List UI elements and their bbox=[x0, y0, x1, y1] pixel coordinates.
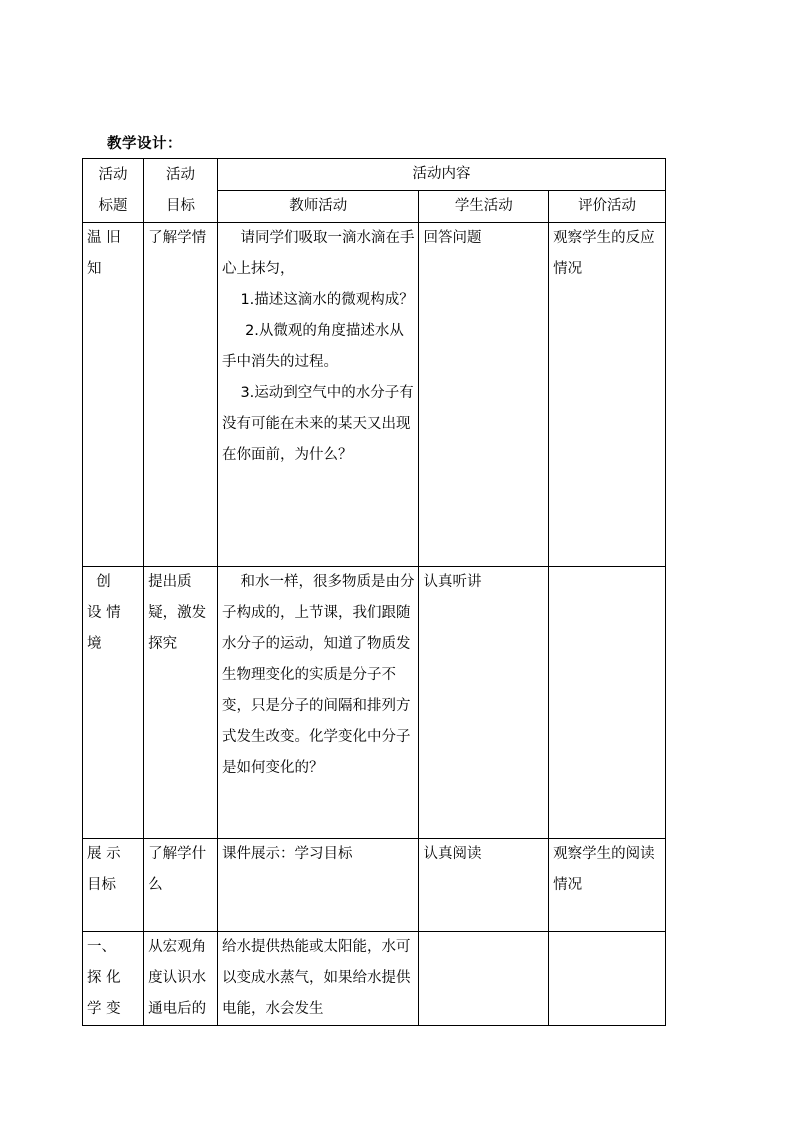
row-student-activity: 认真听讲 bbox=[419, 567, 549, 839]
row-student-activity: 回答问题 bbox=[419, 223, 549, 567]
row-student-activity bbox=[419, 932, 549, 1026]
row-evaluation: 观察学生的反应情况 bbox=[549, 223, 666, 567]
teacher-text: 请同学们吸取一滴水滴在手心上抹匀， bbox=[222, 230, 415, 277]
page-title: 教学设计： bbox=[107, 136, 182, 152]
header-activity-goal: 活动 目标 bbox=[144, 159, 218, 223]
table-row bbox=[83, 223, 666, 567]
teacher-text: 2.从微观的角度描述水从手中消失的过程。 bbox=[222, 323, 404, 370]
header-student-activity: 学生活动 bbox=[419, 191, 549, 223]
teacher-text: 3.运动到空气中的水分子有没有可能在未来的某天又出现在你面前，为什么？ bbox=[222, 385, 414, 463]
row-goal: 了解学情 bbox=[144, 223, 218, 567]
row-student-activity: 认真阅读 bbox=[419, 839, 549, 932]
teacher-text: 给水提供热能或太阳能，水可以变成水蒸气，如果给水提供电能，水会发生 bbox=[222, 939, 411, 1017]
row-goal: 提出质疑，激发探究 bbox=[144, 567, 218, 839]
row-title: 温 旧 知 bbox=[83, 223, 144, 567]
table-row bbox=[83, 932, 666, 1026]
row-evaluation bbox=[549, 932, 666, 1026]
row-title: 展 示 目标 bbox=[83, 839, 144, 932]
header-evaluation-activity: 评价活动 bbox=[549, 191, 666, 223]
teacher-text: 课件展示：学习目标 bbox=[222, 846, 353, 862]
row-evaluation: 观察学生的阅读情况 bbox=[549, 839, 666, 932]
row-goal: 从宏观角度认识水通电后的 bbox=[144, 932, 218, 1026]
teacher-text: 1.描述这滴水的微观构成？ bbox=[222, 292, 414, 308]
row-teacher-activity bbox=[218, 223, 419, 567]
header-activity-title: 活动 标题 bbox=[83, 159, 144, 223]
row-teacher-activity bbox=[218, 839, 419, 932]
table-row bbox=[83, 567, 666, 839]
header-teacher-activity: 教师活动 bbox=[218, 191, 419, 223]
row-teacher-activity bbox=[218, 567, 419, 839]
table-row bbox=[83, 839, 666, 932]
row-title: 创 设 情 境 bbox=[83, 567, 144, 839]
row-evaluation bbox=[549, 567, 666, 839]
lesson-design-table bbox=[82, 158, 666, 1026]
row-goal: 了解学什么 bbox=[144, 839, 218, 932]
row-title: 一、 探 化 学 变 bbox=[83, 932, 144, 1026]
header-activity-content: 活动内容 bbox=[218, 159, 666, 191]
teacher-text: 和水一样，很多物质是由分子构成的，上节课，我们跟随水分子的运动，知道了物质发生物理变化的实质是分子不变，只是分子的间隔和排列方式发生改变。化学变化中分子是如何变化的？ bbox=[222, 574, 415, 776]
row-teacher-activity bbox=[218, 932, 419, 1026]
